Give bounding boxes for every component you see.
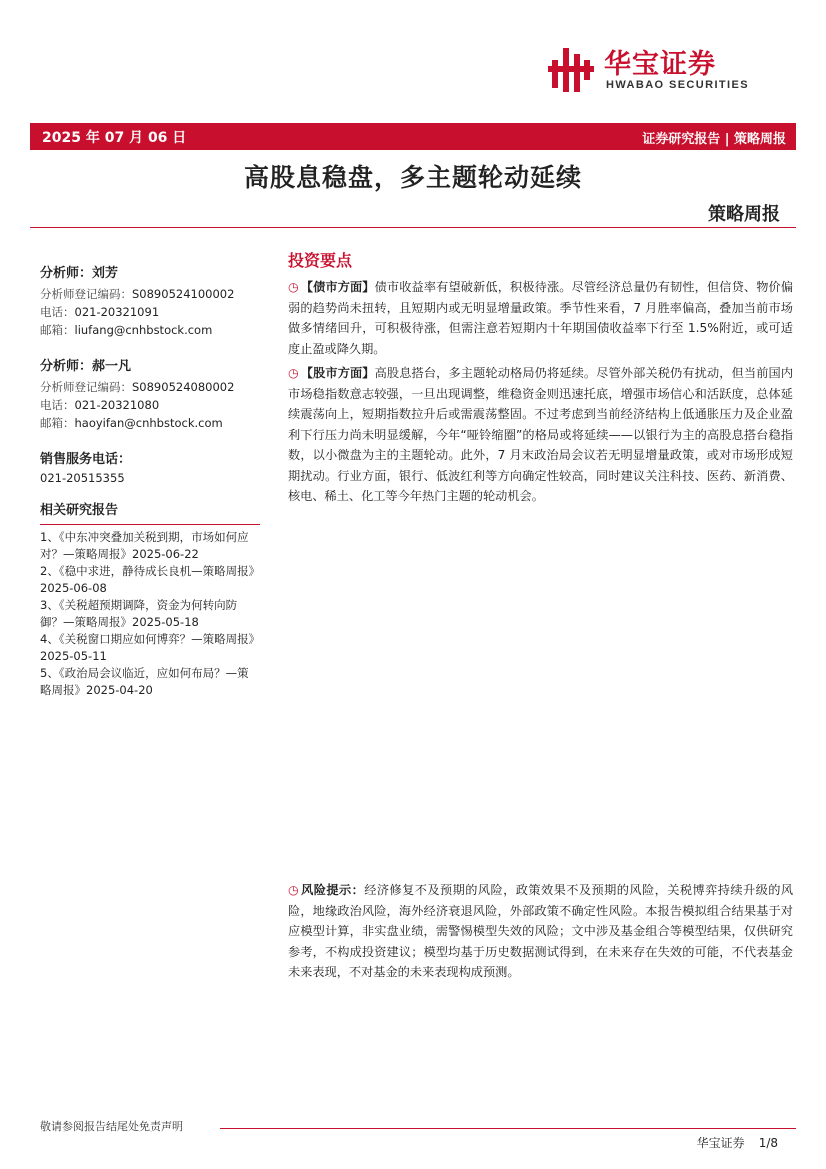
analyst-card (40, 262, 260, 339)
reg-code: S0890524080002 (132, 380, 235, 394)
key-points-title: 投资要点 (288, 251, 353, 270)
related-reports-list (40, 529, 260, 699)
email-label: 邮箱： (40, 416, 75, 430)
analyst-name: 分析师：郝一凡 (40, 359, 132, 374)
related-report-link[interactable]: 2、《稳中求进，静待成长良机—策略周报》2025-06-08 (40, 564, 255, 595)
clock-bullet-icon: ◷ (288, 883, 299, 897)
phone-label: 电话： (40, 398, 75, 412)
clock-bullet-icon: ◷ (288, 366, 299, 380)
related-report-link[interactable]: 5、《政治局会议临近，应如何布局？—策略周报》2025-04-20 (40, 666, 249, 697)
analyst-phone-row (40, 396, 260, 414)
report-title: 高股息稳盘，多主题轮动延续 (243, 163, 582, 192)
email-label: 邮箱： (40, 323, 75, 337)
sales-phone: 021-20515355 (40, 471, 125, 485)
bond-tag: 【债市方面】 (300, 280, 375, 294)
logo-text-en: HWABAO SECURITIES (606, 79, 749, 91)
analyst-email-row (40, 321, 260, 339)
email-link[interactable]: haoyifan@cnhbstock.com (74, 416, 223, 430)
analyst-card (40, 355, 260, 432)
phone-label: 电话： (40, 305, 75, 319)
risk-text: 经济修复不及预期的风险，政策效果不及预期的风险，关税博弈持续升级的风险，地缘政治风险，海外经济衰退风险，外部政策不确定性风险。本报告模拟组合结果基于对应模型计算，非实盘业绩，需警惕模型失效的风险；文中涉及基金组合等模型结果，仅供研究参考，不构成投资建议；模型均基于历史数据测试得到，在未来存在失效的可能，不代表基金未来表现，不对基金的未来表现构成预测。 (288, 883, 794, 979)
analyst-reg-row (40, 378, 260, 396)
sidebar (40, 262, 260, 699)
stock-text: 高股息搭台，多主题轮动格局仍将延续。尽管外部关税仍有扰动，但当前国内市场稳指数意志较强，一旦出现调整，维稳资金则迅速托底，增强市场信心和活跃度，总体延续震荡向上，短期指数拉升后或需震荡整固。不过考虑到当前经济结构上低通胀压力及企业盈利下行压力尚未明显缓解，今年“哑铃缩圈”的格局或将延续——以银行为主的高股息搭台稳指数，以小微盘为主的主题轮动。此外，7 月末政治局会议若无明显增量政策，或对市场形成短期扰动。行业方面，银行、低波红利等方向确定性较高，同时建议关注科技、医药、新消费、核电、稀土、化工等今年热门主题的轮动机会。 (288, 366, 794, 503)
risk-tag: 风险提示： (300, 883, 365, 897)
report-type: 证券研究报告 | 策略周报 (642, 132, 786, 147)
footer-divider (220, 1128, 796, 1129)
analyst-email-row (40, 414, 260, 432)
footer-info (697, 1134, 778, 1151)
sales-contact (40, 448, 260, 487)
logo-text-cn: 华宝证券 (604, 49, 716, 80)
page-number: 1/8 (758, 1136, 778, 1150)
bond-text: 债市收益率有望破新低，积极待涨。尽管经济总量仍有韧性，但信贷、物价偏弱的趋势尚未扭转，且短期内或无明显增量政策。季节性来看，7 月胜率偏高，叠加当前市场做多情绪回升，可积极待涨，但需注意若短期内十年期国债收益率下行至 1.5%附近，或可适度止盈或降久期。 (288, 280, 794, 356)
hwabao-logo-icon (548, 44, 598, 96)
footer-company: 华宝证券 (696, 1136, 745, 1150)
title-divider (30, 227, 796, 228)
stock-tag: 【股市方面】 (300, 366, 375, 380)
risk-paragraph (288, 880, 793, 983)
stock-market-paragraph (288, 363, 793, 507)
key-points-section (288, 248, 793, 511)
reg-code: S0890524100002 (132, 287, 235, 301)
sales-title: 销售服务电话： (40, 452, 132, 467)
reg-label: 分析师登记编码： (40, 380, 132, 394)
clock-bullet-icon: ◷ (288, 280, 299, 294)
analyst-reg-row (40, 285, 260, 303)
related-report-link[interactable]: 1、《中东冲突叠加关税到期，市场如何应对？—策略周报》2025-06-22 (40, 530, 249, 561)
email-link[interactable]: liufang@cnhbstock.com (74, 323, 213, 337)
disclaimer-note: 敬请参阅报告结尾处免责声明 (40, 1120, 183, 1133)
report-subtitle: 策略周报 (708, 204, 780, 225)
phone-value: 021-20321080 (74, 398, 160, 412)
related-report-link[interactable]: 4、《关税窗口期应如何博弈？—策略周报》2025-05-11 (40, 632, 255, 663)
analyst-name: 分析师：刘芳 (40, 266, 119, 281)
phone-value: 021-20321091 (74, 305, 160, 319)
reg-label: 分析师登记编码： (40, 287, 132, 301)
related-reports-heading: 相关研究报告 (40, 499, 260, 525)
bond-market-paragraph (288, 277, 793, 359)
risk-section (288, 880, 793, 987)
analyst-phone-row (40, 303, 260, 321)
related-report-link[interactable]: 3、《关税超预期调降，资金为何转向防御？—策略周报》2025-05-18 (40, 598, 238, 629)
report-date: 2025 年 07 月 06 日 (42, 130, 187, 146)
